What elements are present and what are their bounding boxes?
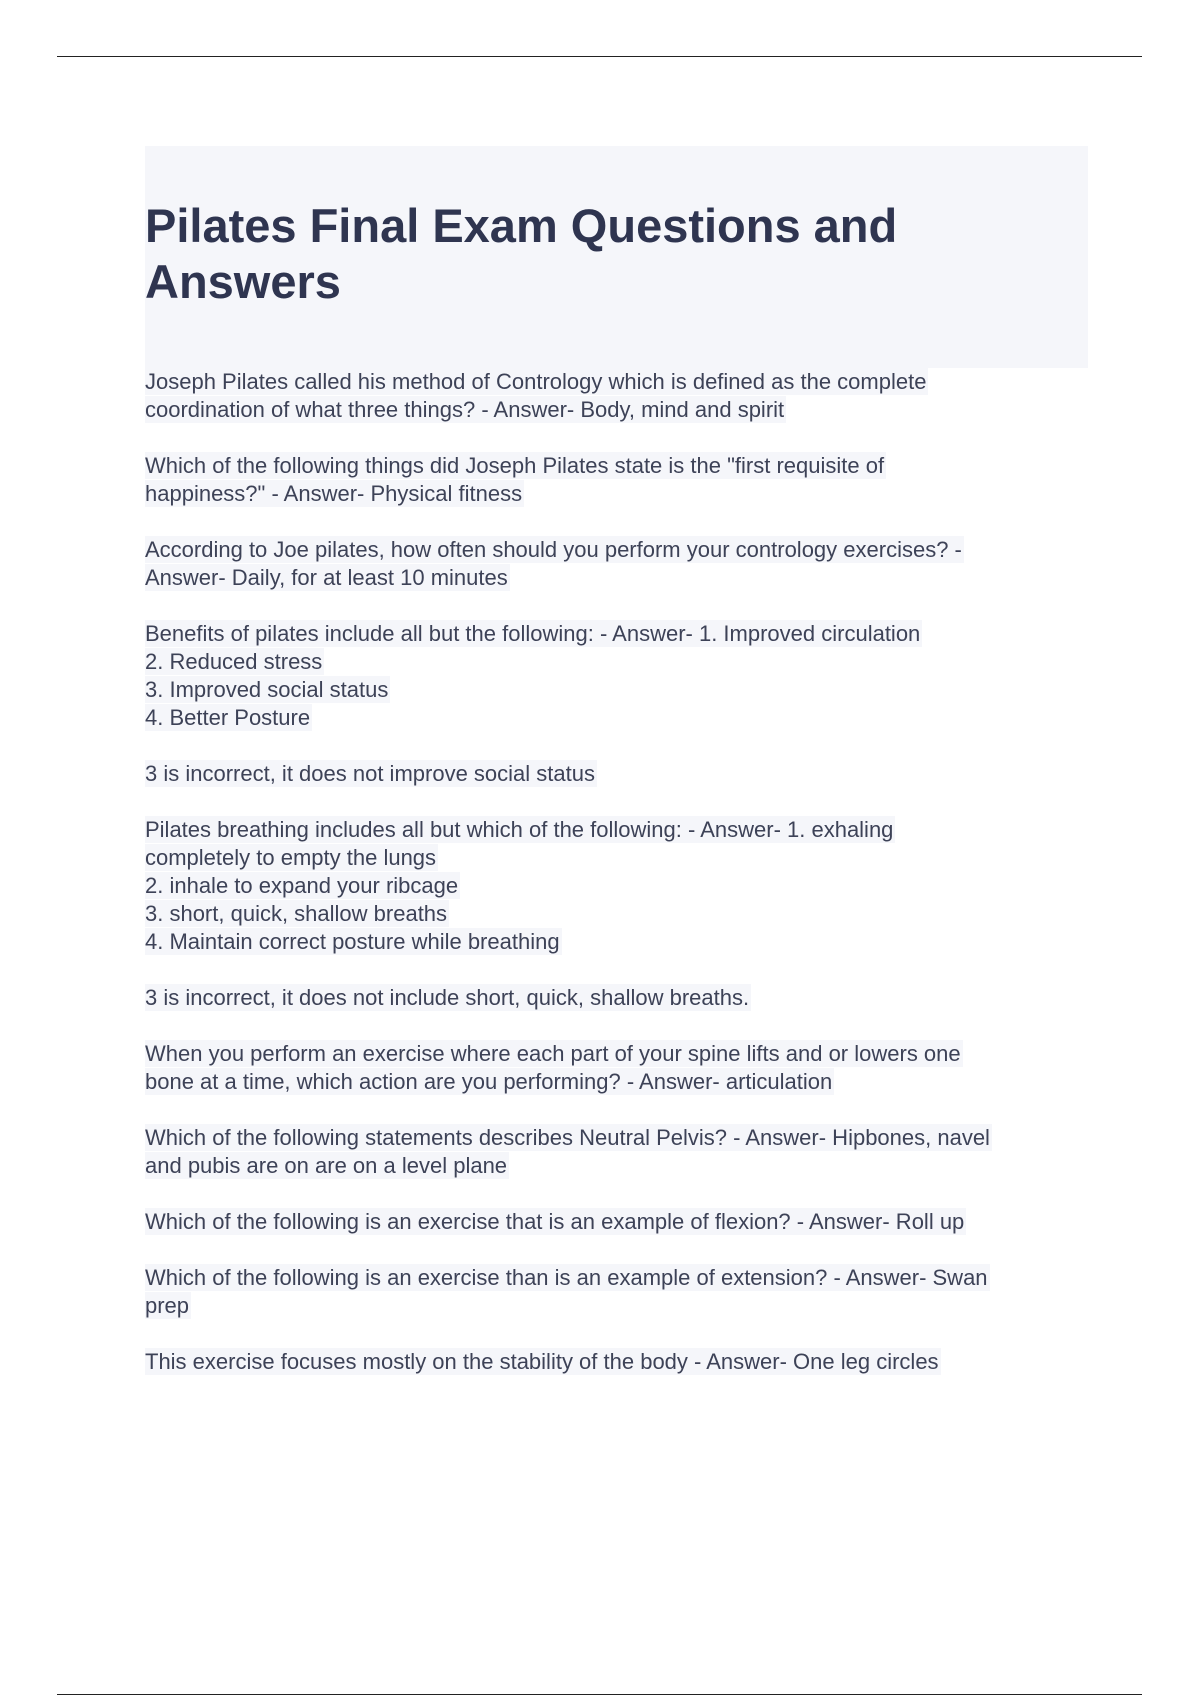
qa-item [145, 984, 1090, 1012]
qa-line: 3. short, quick, shallow breaths [145, 901, 448, 926]
title-line: Answers [145, 255, 341, 308]
qa-item [145, 760, 1090, 788]
document-title [145, 198, 1045, 310]
qa-line: Pilates breathing includes all but which of the following: - Answer- 1. exhaling [145, 817, 894, 842]
qa-line: Answer- Daily, for at least 10 minutes [145, 565, 508, 590]
qa-line: Which of the following is an exercise than is an example of extension? - Answer- Swan [145, 1265, 988, 1290]
qa-item [145, 1124, 1090, 1180]
qa-item [145, 816, 1090, 956]
qa-line: 3. Improved social status [145, 677, 389, 702]
qa-line: prep [145, 1293, 190, 1318]
qa-line: According to Joe pilates, how often should you perform your contrology exercises? - [145, 537, 962, 562]
qa-list [145, 368, 1090, 1404]
qa-line: completely to empty the lungs [145, 845, 437, 870]
qa-item [145, 368, 1090, 424]
qa-line: 2. Reduced stress [145, 649, 323, 674]
qa-item [145, 452, 1090, 508]
qa-line: Which of the following things did Joseph Pilates state is the "first requisite of [145, 453, 885, 478]
qa-line: This exercise focuses mostly on the stability of the body - Answer- One leg circles [145, 1349, 939, 1374]
qa-item [145, 1264, 1090, 1320]
title-line: Pilates Final Exam Questions and [145, 199, 898, 252]
bottom-divider [57, 1694, 1142, 1695]
qa-item [145, 1208, 1090, 1236]
qa-line: Which of the following is an exercise that is an example of flexion? - Answer- Roll up [145, 1209, 965, 1234]
qa-line: bone at a time, which action are you performing? - Answer- articulation [145, 1069, 833, 1094]
qa-line: and pubis are on are on a level plane [145, 1153, 508, 1178]
qa-item [145, 1040, 1090, 1096]
qa-line: 2. inhale to expand your ribcage [145, 873, 459, 898]
top-divider [57, 56, 1142, 57]
qa-line: coordination of what three things? - Answer- Body, mind and spirit [145, 397, 785, 422]
qa-line: Benefits of pilates include all but the following: - Answer- 1. Improved circulation [145, 621, 921, 646]
qa-item [145, 620, 1090, 732]
qa-line: When you perform an exercise where each part of your spine lifts and or lowers one [145, 1041, 961, 1066]
qa-item [145, 1348, 1090, 1376]
qa-line: Which of the following statements describes Neutral Pelvis? - Answer- Hipbones, navel [145, 1125, 990, 1150]
qa-line: 3 is incorrect, it does not improve social status [145, 761, 595, 786]
qa-line: 4. Maintain correct posture while breathing [145, 929, 560, 954]
qa-line: Joseph Pilates called his method of Contrology which is defined as the complete [145, 369, 927, 394]
qa-item [145, 536, 1090, 592]
qa-line: 3 is incorrect, it does not include short, quick, shallow breaths. [145, 985, 750, 1010]
qa-line: happiness?" - Answer- Physical fitness [145, 481, 523, 506]
qa-line: 4. Better Posture [145, 705, 311, 730]
